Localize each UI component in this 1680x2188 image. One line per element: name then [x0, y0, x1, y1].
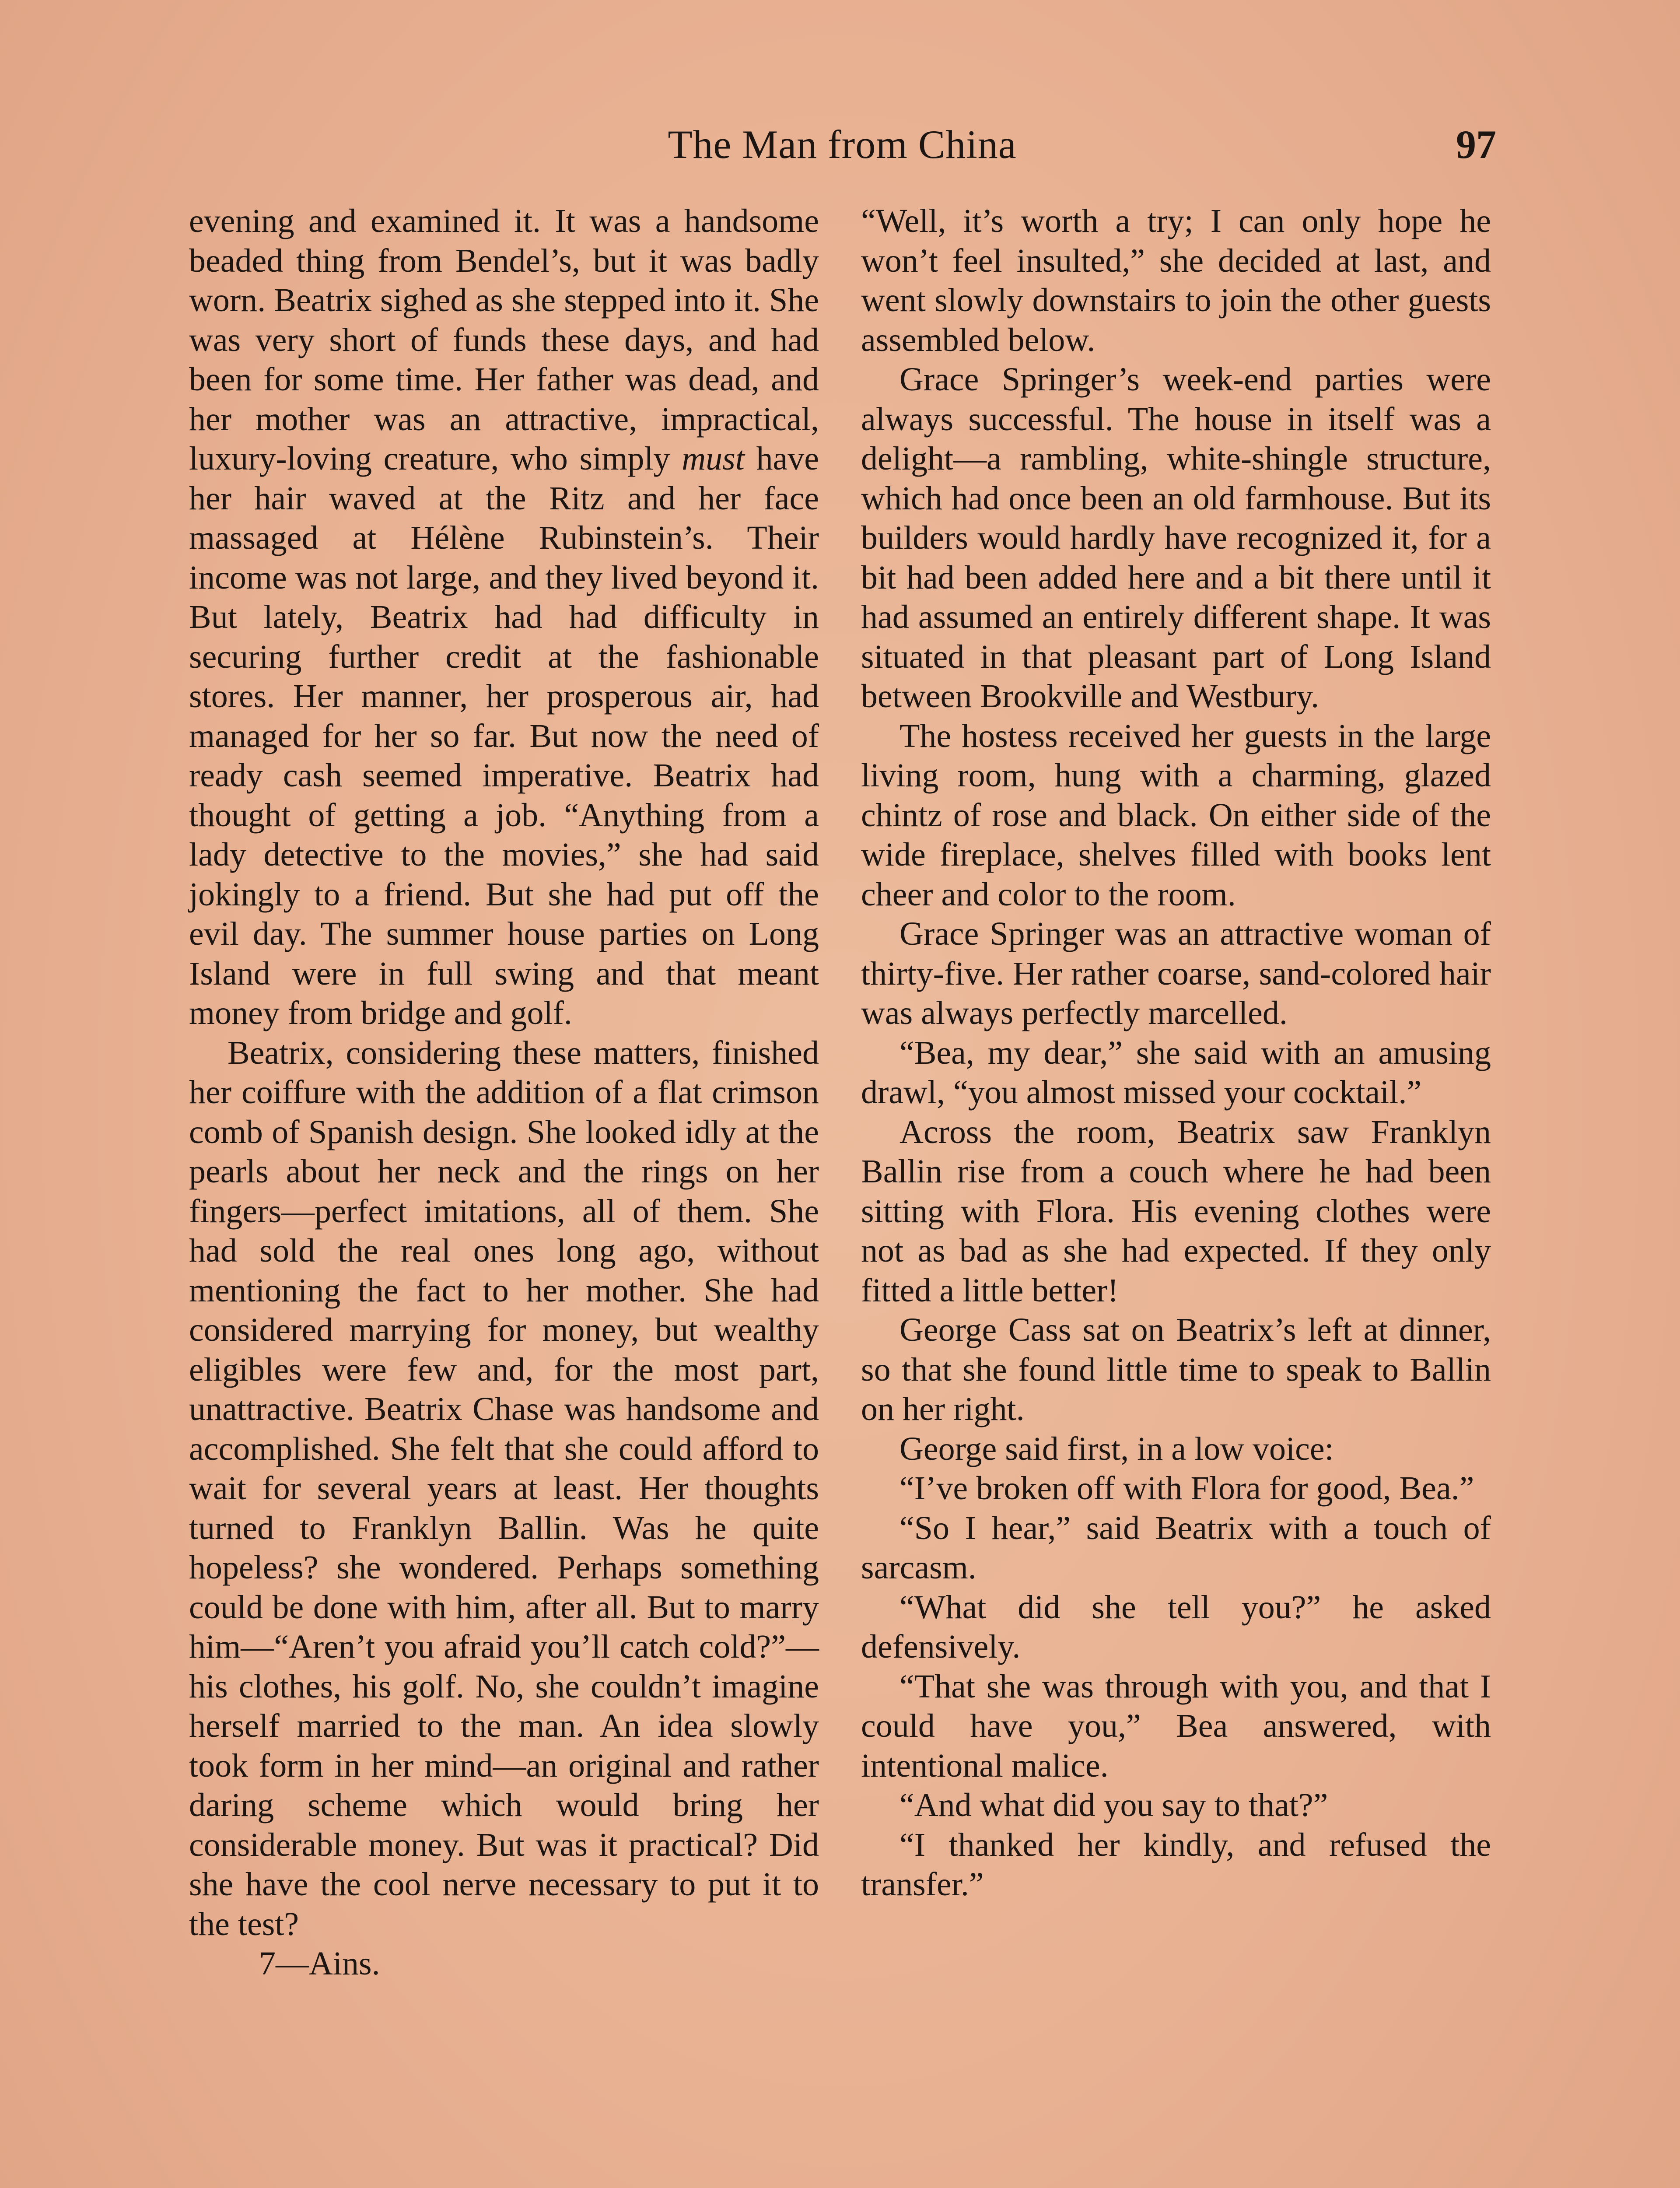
- running-title: The Man from China: [668, 122, 1017, 167]
- paragraph-r4: Grace Springer was an attractive woman of thirty-five. Her rather coarse, sand-colored hair was always perfectly marcelled.: [861, 915, 1491, 1031]
- running-head: [188, 118, 1496, 171]
- paragraph-r11: “What did she tell you?” he asked defensively.: [861, 1588, 1491, 1665]
- paragraph-1-tail: have her hair waved at the Ritz and her face massaged at Hélène Rubinstein’s. Their income was not large, and they lived beyond it. But lately, Beatrix had had difficulty in securing further credit at the fashionable stores. Her manner, her prosperous air, had managed for her so far. But now the need of ready cash seemed imperative. Beatrix had thought of getting a job. “Anything from a lady detective to the movies,” she had said jokingly to a friend. But she had put off the evil day. The summer house parties on Long Island were in full swing and that meant money from bridge and golf.: [189, 440, 819, 1031]
- paragraph-r7: George Cass sat on Beatrix’s left at dinner, so that she found little time to speak to Ballin on her right.: [861, 1311, 1491, 1427]
- paragraph-r2: Grace Springer’s week-end parties were always successful. The house in itself was a delight—a rambling, white-shingle structure, which had once been an old farmhouse. But its builders would hardly have recognized it, for a bit had been added here and a bit there until it had assumed an entirely different shape. It was situated in that pleasant part of Long Island between Brookville and Westbury.: [861, 361, 1491, 715]
- paragraph-r12: “That she was through with you, and that I could have you,” Bea answered, with intentional malice.: [861, 1668, 1491, 1784]
- paragraph-1-head: evening and examined it. It was a handsome beaded thing from Bendel’s, but it was badly worn. Beatrix sighed as she stepped into it. She was very short of funds these days, and had been for some time. Her father was dead, and her mother was an attractive, impractical, luxury-loving creature, who simply: [189, 203, 819, 477]
- paragraph-r3: The hostess received her guests in the large living room, hung with a charming, glazed chintz of rose and black. On either side of the wide fireplace, shelves filled with books lent cheer and color to the room.: [861, 717, 1491, 913]
- paragraph-r5: “Bea, my dear,” she said with an amusing drawl, “you almost missed your cocktail.”: [861, 1034, 1491, 1111]
- emphasis-word: must: [682, 440, 745, 477]
- paragraph-r9: “I’ve broken off with Flora for good, Bea.”: [900, 1470, 1474, 1507]
- paragraph-r14: “I thanked her kindly, and refused the transfer.”: [861, 1826, 1491, 1903]
- paragraph-r1: “Well, it’s worth a try; I can only hope he won’t feel insulted,” she decided at last, and went slowly downstairs to join the other guests assembled below.: [861, 203, 1491, 358]
- paragraph-2: Beatrix, considering these matters, finished her coiffure with the addition of a flat crimson comb of Spanish design. She looked idly at the pearls about her neck and the rings on her fingers—perfect imitations, all of them. She had sold the real ones long ago, without mentioning the fact to her mother. She had considered marrying for money, but wealthy eligibles were few and, for the most part, unattractive. Beatrix Chase was handsome and accomplished. She felt that she could afford to wait for several years at least. Her thoughts turned to Franklyn Ballin. Was he quite hopeless? she wondered. Perhaps something could be done with him, after all. But to marry him—“Aren’t you afraid you’ll catch cold?”—his clothes, his golf. No, she couldn’t imagine herself married to the man. An idea slowly took form in her mind—an original and rather daring scheme which would bring her considerable money. But was it practical? Did she have the cool nerve necessary to put it to the test?: [189, 1034, 819, 1943]
- paragraph-1: [189, 201, 819, 1033]
- paragraph-r10: “So I hear,” said Beatrix with a touch of sarcasm.: [861, 1509, 1491, 1586]
- paragraph-r6: Across the room, Beatrix saw Franklyn Ballin rise from a couch where he had been sitting with Flora. His evening clothes were not as bad as she had expected. If they only fitted a little better!: [861, 1113, 1491, 1309]
- right-column: [861, 201, 1491, 1904]
- left-column: [189, 201, 819, 1984]
- page-number: 97: [1456, 122, 1496, 167]
- paragraph-r13: “And what did you say to that?”: [900, 1787, 1328, 1823]
- paragraph-r8: George said first, in a low voice:: [900, 1430, 1334, 1467]
- signature-mark: 7—Ains.: [259, 1945, 380, 1982]
